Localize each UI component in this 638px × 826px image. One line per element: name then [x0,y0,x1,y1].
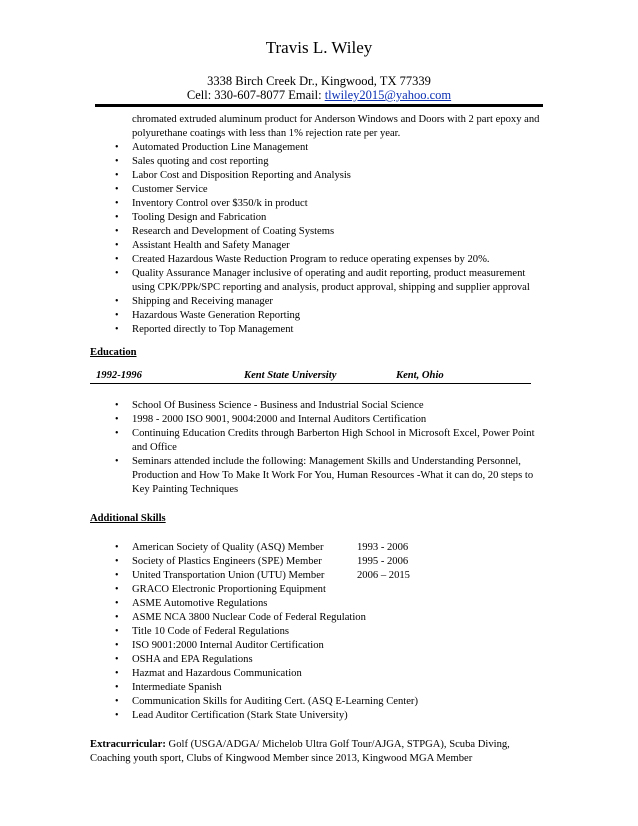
list-item: • Lead Auditor Certification (Stark State University) [90,709,545,723]
list-item: • Customer Service [90,183,545,197]
education-location: Kent, Ohio [396,370,444,381]
list-item: • Created Hazardous Waste Reduction Program to reduce operating expenses by 20%. [90,253,545,267]
list-item: • 1998 - 2000 ISO 9001, 9004:2000 and Internal Auditors Certification [90,413,545,427]
extracurricular-section [90,738,545,766]
list-item: • Continuing Education Credits through Barberton High School in Microsoft Excel, Power Point and Office [90,427,545,455]
membership-item [90,569,545,583]
membership-years: 1995 - 2006 [357,556,409,567]
extracurricular-label: Extracurricular: [90,739,166,750]
list-item: • Assistant Health and Safety Manager [90,239,545,253]
list-item: • School Of Business Science - Business and Industrial Social Science [90,399,545,413]
education-school: Kent State University [244,370,337,381]
education-entry [90,369,531,384]
candidate-name: Travis L. Wiley [265,38,373,57]
list-item: • GRACO Electronic Proportioning Equipment [90,583,545,597]
resume-body [90,113,545,766]
education-heading: Education [90,347,137,358]
list-item: • Automated Production Line Management [90,141,545,155]
list-item: • Reported directly to Top Management [90,323,545,337]
list-item: • ASME Automotive Regulations [90,597,545,611]
experience-continued-text: chromated extruded aluminum product for Anderson Windows and Doors with 2 part epoxy and polyurethane coatings with less than 1% rejection rate per year. [132,114,540,139]
list-item: • Title 10 Code of Federal Regulations [90,625,545,639]
list-item: • Seminars attended include the following: Management Skills and Understanding Personnel, Production and How To Make It Work For You, Human Resources -What it can do, 20 steps to Key Painting Techniques [90,455,545,497]
list-item: • Shipping and Receiving manager [90,295,545,309]
membership-name: United Transportation Union (UTU) Member [132,570,325,581]
skills-list [90,583,545,723]
list-item: • ISO 9001:2000 Internal Auditor Certification [90,639,545,653]
membership-name: American Society of Quality (ASQ) Member [132,542,324,553]
contact-line [0,88,638,102]
list-item: • Tooling Design and Fabrication [90,211,545,225]
membership-years: 2006 – 2015 [357,570,410,581]
skills-heading: Additional Skills [90,513,166,524]
list-item: • Research and Development of Coating Systems [90,225,545,239]
membership-item [90,555,545,569]
header-divider [95,104,543,107]
cell-phone: Cell: 330-607-8077 Email: [186,88,325,102]
list-item: • ASME NCA 3800 Nuclear Code of Federal Regulation [90,611,545,625]
membership-name: Society of Plastics Engineers (SPE) Member [132,556,322,567]
list-item: • Communication Skills for Auditing Cert. (ASQ E-Learning Center) [90,695,545,709]
membership-list [90,541,545,583]
education-list [90,399,545,497]
list-item: • Labor Cost and Disposition Reporting and Analysis [90,169,545,183]
list-item: • Intermediate Spanish [90,681,545,695]
address-line: 3338 Birch Creek Dr., Kingwood, TX 77339 [207,74,431,88]
email-link[interactable]: tlwiley2015@yahoo.com [324,88,452,102]
membership-item [90,541,545,555]
extracurricular-text: Golf (USGA/ADGA/ Michelob Ultra Golf Tour/AJGA, STPGA), Scuba Diving, Coaching youth sport, Clubs of Kingwood Member since 2013, Kingwood MGA Member [90,739,510,764]
list-item: • OSHA and EPA Regulations [90,653,545,667]
membership-years: 1993 - 2006 [357,542,409,553]
list-item: • Inventory Control over $350/k in product [90,197,545,211]
experience-list [90,141,545,337]
education-years: 1992-1996 [96,370,142,381]
list-item: • Hazardous Waste Generation Reporting [90,309,545,323]
list-item: • Quality Assurance Manager inclusive of operating and audit reporting, product measurement using CPK/PPk/SPC reporting and analysis, product approval, shipping and supplier approval [90,267,545,295]
list-item: • Sales quoting and cost reporting [90,155,545,169]
list-item: • Hazmat and Hazardous Communication [90,667,545,681]
